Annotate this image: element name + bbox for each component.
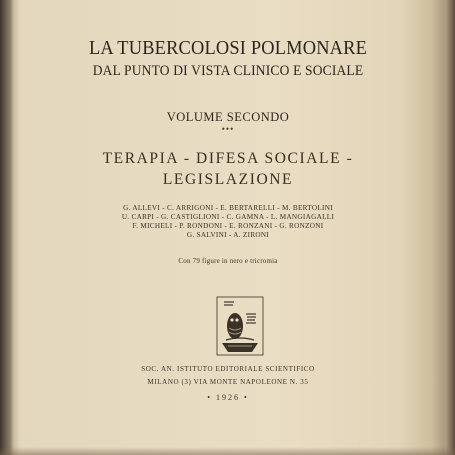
publisher-name: SOC. AN. ISTITUTO EDITORIALE SCIENTIFICO — [141, 365, 315, 373]
author-line: G. SALVINI - A. ZIRONI — [186, 231, 270, 239]
section-title-line1: TERAPIA - DIFESA SOCIALE - — [102, 150, 354, 167]
section-title-line2: LEGISLAZIONE — [162, 171, 294, 188]
book-title: LA TUBERCOLOSI POLMONARE — [88, 37, 368, 59]
title-page — [18, 0, 438, 455]
publisher-address: MILANO (3) VIA MONTE NAPOLEONE N. 35 — [147, 378, 309, 386]
publisher-emblem-icon — [216, 296, 264, 356]
page-edge — [445, 0, 455, 455]
volume-label: VOLUME SECONDO — [166, 110, 290, 124]
author-line: F. MICHELI - P. RONDONI - E. RONZANI - G. RONZONI — [132, 222, 324, 230]
author-line: U. CARPI - G. CASTIGLIONI - C. GAMNA - L. MANGIAGALLI — [121, 213, 335, 221]
figures-note: Con 79 figure in nero e tricromia — [178, 257, 278, 265]
page-shadow — [0, 447, 455, 455]
publication-year: • 1926 • — [207, 393, 249, 402]
ornament-dots: ••• — [221, 124, 235, 134]
author-line: G. ALLEVI - C. ARRIGONI - E. BERTARELLI - M. BERTOLINI — [123, 204, 333, 212]
book-subtitle: DAL PUNTO DI VISTA CLINICO E SOCIALE — [92, 63, 364, 79]
